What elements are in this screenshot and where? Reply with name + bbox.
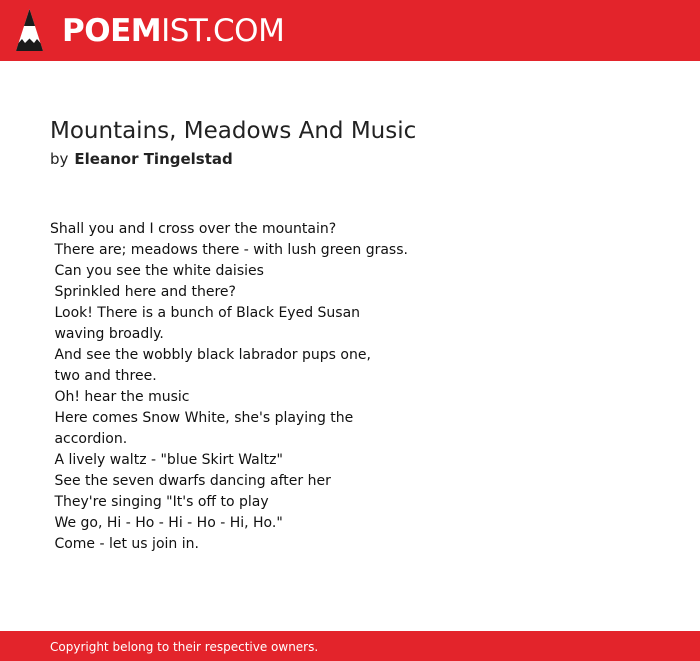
poem-line: And see the wobbly black labrador pups one, <box>50 347 371 363</box>
pencil-tip-icon <box>16 9 43 51</box>
poem-line: See the seven dwarfs dancing after her <box>50 473 331 489</box>
poem-line: Can you see the white daisies <box>50 263 264 279</box>
poem-line: Oh! hear the music <box>50 389 190 405</box>
poem-line: They're singing "It's off to play <box>50 494 269 510</box>
byline <box>50 148 233 170</box>
site-logo[interactable] <box>62 11 284 51</box>
poem-line: waving broadly. <box>50 326 164 342</box>
poem-line: Here comes Snow White, she's playing the <box>50 410 354 426</box>
site-header <box>0 0 700 61</box>
poem-line: Come - let us join in. <box>50 536 199 552</box>
by-label: by <box>50 150 69 168</box>
poem-title: Mountains, Meadows And Music <box>50 118 417 144</box>
logo-text-thin: IST.COM <box>161 13 285 49</box>
poem-line: Look! There is a bunch of Black Eyed Susan <box>50 305 361 321</box>
author-name: Eleanor Tingelstad <box>74 150 233 168</box>
copyright-notice: Copyright belong to their respective owners. <box>50 640 319 654</box>
poem-line: accordion. <box>50 431 128 447</box>
poem-body <box>50 219 650 555</box>
poem-line: There are; meadows there - with lush green grass. <box>50 242 408 258</box>
poem-line: A lively waltz - "blue Skirt Waltz" <box>50 452 283 468</box>
site-footer <box>0 631 700 661</box>
logo-text-bold: POEM <box>62 13 162 49</box>
poem-line: Sprinkled here and there? <box>50 284 236 300</box>
poem-line: two and three. <box>50 368 157 384</box>
poem-line: Shall you and I cross over the mountain? <box>50 221 337 237</box>
poem-line: We go, Hi - Ho - Hi - Ho - Hi, Ho." <box>50 515 283 531</box>
